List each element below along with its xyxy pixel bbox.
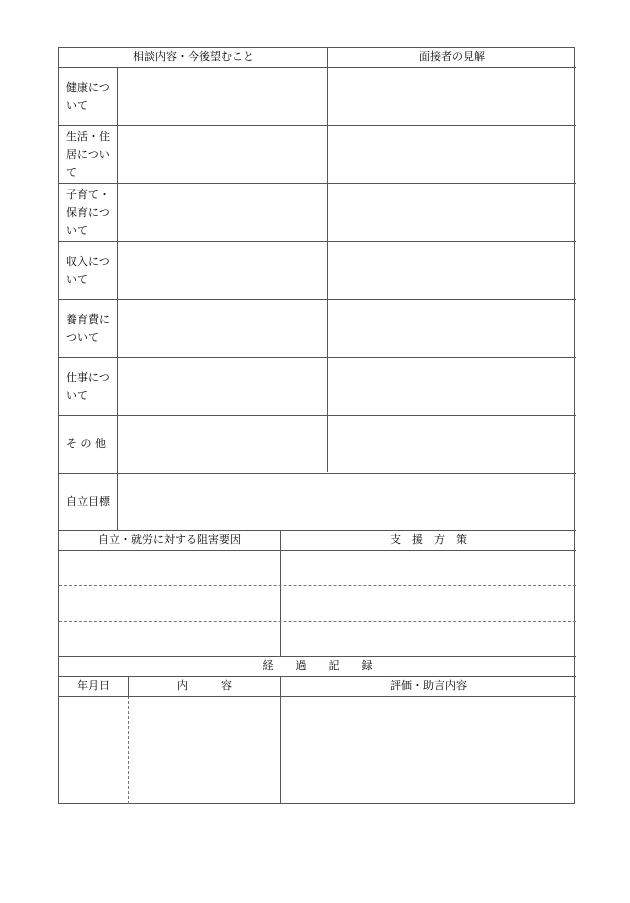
row-label-child-support: 養育費について bbox=[66, 313, 110, 344]
obstacle-line-3[interactable] bbox=[59, 622, 280, 656]
goal-cell[interactable] bbox=[118, 474, 575, 531]
row-label-health: 健康について bbox=[66, 81, 110, 112]
living-view-cell[interactable] bbox=[328, 126, 575, 183]
row-label-living: 生活・住居について bbox=[66, 130, 110, 179]
row-label-income: 収入について bbox=[66, 255, 110, 286]
obstacle-line-2[interactable] bbox=[59, 586, 280, 620]
income-view-cell[interactable] bbox=[328, 242, 575, 299]
support-line-2[interactable] bbox=[281, 586, 576, 620]
record-evaluation-cell[interactable] bbox=[281, 697, 575, 803]
record-content-cell[interactable] bbox=[129, 697, 280, 803]
progress-record-title: 経 過 記 録 bbox=[262, 659, 373, 672]
row-label-other: そ の 他 bbox=[66, 437, 106, 450]
other-view-cell[interactable] bbox=[328, 416, 575, 473]
work-consult-cell[interactable] bbox=[118, 358, 327, 415]
living-consult-cell[interactable] bbox=[118, 126, 327, 183]
child-support-consult-cell[interactable] bbox=[118, 300, 327, 357]
row-label-childcare: 子育て・保育について bbox=[66, 188, 110, 237]
evaluation-column-header: 評価・助言内容 bbox=[390, 679, 467, 692]
date-column-header: 年月日 bbox=[77, 679, 110, 692]
support-line-1[interactable] bbox=[281, 551, 576, 585]
interviewer-view-header: 面接者の見解 bbox=[419, 50, 485, 63]
obstacles-header: 自立・就労に対する阻害要因 bbox=[98, 533, 241, 546]
childcare-view-cell[interactable] bbox=[328, 184, 575, 241]
childcare-consult-cell[interactable] bbox=[118, 184, 327, 241]
row-label-goal: 自立目標 bbox=[66, 495, 110, 508]
content-column-header: 内 容 bbox=[177, 679, 232, 692]
support-line-3[interactable] bbox=[281, 622, 576, 656]
obstacle-line-1[interactable] bbox=[59, 551, 280, 585]
work-view-cell[interactable] bbox=[328, 358, 575, 415]
consult-content-header: 相談内容・今後望むこと bbox=[133, 50, 254, 63]
support-measures-header: 支 援 方 策 bbox=[390, 533, 467, 546]
row-label-work: 仕事について bbox=[66, 371, 110, 402]
health-view-cell[interactable] bbox=[328, 68, 575, 125]
consultation-form bbox=[58, 47, 575, 804]
income-consult-cell[interactable] bbox=[118, 242, 327, 299]
child-support-view-cell[interactable] bbox=[328, 300, 575, 357]
health-consult-cell[interactable] bbox=[118, 68, 327, 125]
other-consult-cell[interactable] bbox=[118, 416, 327, 473]
record-date-cell[interactable] bbox=[59, 697, 128, 803]
